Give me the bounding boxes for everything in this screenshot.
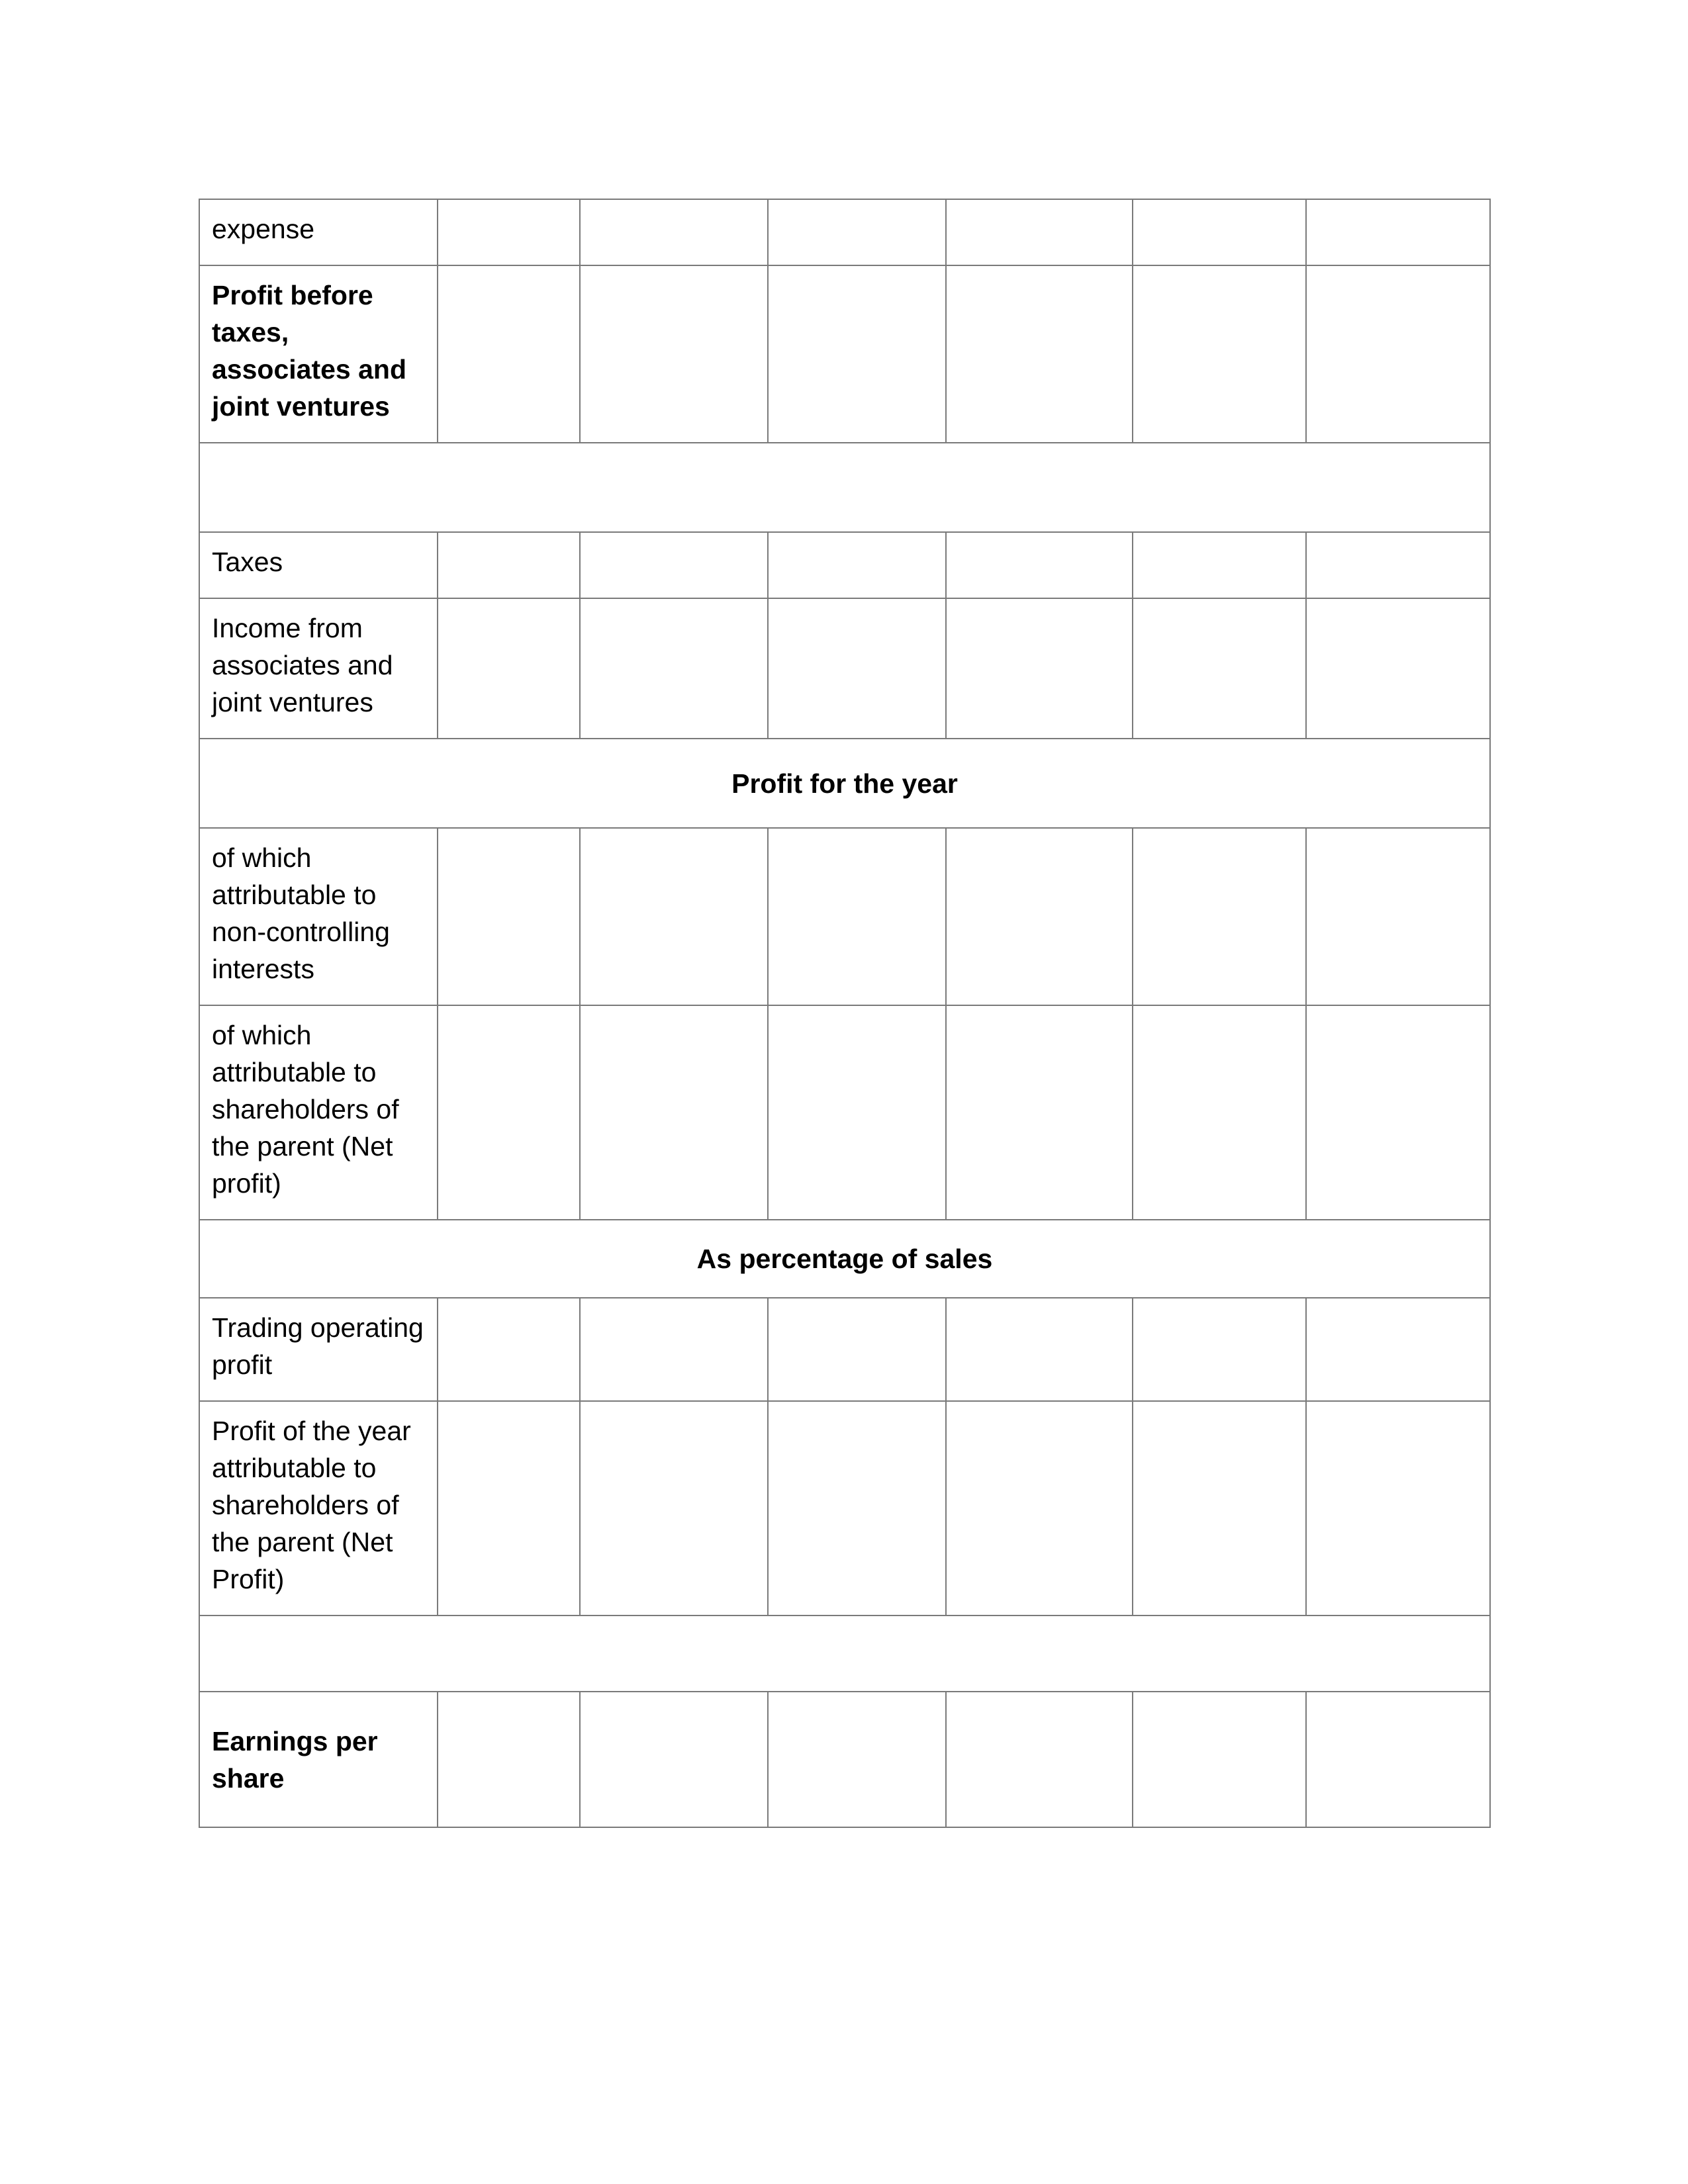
value-cell [1133, 1692, 1306, 1827]
value-cell [768, 265, 946, 443]
row-label: Income from associates and joint ventures [199, 598, 438, 739]
value-cell [580, 1298, 768, 1401]
value-cell [768, 199, 946, 265]
table-body [199, 199, 1490, 1827]
row-label: Profit before taxes, associates and joint ventures [199, 265, 438, 443]
value-cell [1306, 1401, 1490, 1615]
value-cell [580, 532, 768, 598]
value-cell [580, 1005, 768, 1220]
blank-spacer-row [199, 443, 1490, 532]
value-cell [580, 265, 768, 443]
value-cell [438, 1692, 580, 1827]
blank-spacer-row [199, 1615, 1490, 1692]
table-row [199, 828, 1490, 1005]
value-cell [438, 1298, 580, 1401]
value-cell [1133, 1298, 1306, 1401]
row-label: Earnings per share [199, 1692, 438, 1827]
row-label: of which attributable to shareholders of the parent (Net profit) [199, 1005, 438, 1220]
value-cell [580, 598, 768, 739]
table-row [199, 739, 1490, 828]
table-row [199, 1692, 1490, 1827]
value-cell [438, 828, 580, 1005]
table-row [199, 1615, 1490, 1692]
value-cell [768, 1298, 946, 1401]
value-cell [768, 1692, 946, 1827]
value-cell [1306, 828, 1490, 1005]
table-row [199, 1401, 1490, 1615]
value-cell [1133, 828, 1306, 1005]
value-cell [1133, 1401, 1306, 1615]
value-cell [946, 1401, 1133, 1615]
row-label: of which attributable to non-controlling interests [199, 828, 438, 1005]
value-cell [768, 532, 946, 598]
row-label: Profit of the year attributable to shareholders of the parent (Net Profit) [199, 1401, 438, 1615]
table-row [199, 532, 1490, 598]
row-label: Taxes [199, 532, 438, 598]
value-cell [580, 199, 768, 265]
value-cell [946, 828, 1133, 1005]
value-cell [1133, 265, 1306, 443]
value-cell [1306, 265, 1490, 443]
value-cell [580, 1401, 768, 1615]
table-row [199, 1005, 1490, 1220]
value-cell [438, 265, 580, 443]
table-row [199, 265, 1490, 443]
value-cell [438, 1401, 580, 1615]
table-row [199, 443, 1490, 532]
value-cell [768, 828, 946, 1005]
value-cell [946, 1298, 1133, 1401]
table-row [199, 1220, 1490, 1298]
row-label: Trading operating profit [199, 1298, 438, 1401]
value-cell [946, 532, 1133, 598]
value-cell [768, 598, 946, 739]
value-cell [1306, 1692, 1490, 1827]
value-cell [1306, 199, 1490, 265]
income-statement-table [199, 199, 1491, 1828]
value-cell [580, 1692, 768, 1827]
table-row [199, 598, 1490, 739]
value-cell [1133, 598, 1306, 739]
table-row [199, 1298, 1490, 1401]
value-cell [1306, 532, 1490, 598]
value-cell [946, 265, 1133, 443]
table-row [199, 199, 1490, 265]
value-cell [946, 1692, 1133, 1827]
value-cell [946, 1005, 1133, 1220]
section-heading: As percentage of sales [199, 1220, 1490, 1298]
value-cell [946, 598, 1133, 739]
value-cell [438, 598, 580, 739]
row-label: expense [199, 199, 438, 265]
value-cell [1133, 532, 1306, 598]
value-cell [1133, 199, 1306, 265]
value-cell [438, 1005, 580, 1220]
value-cell [1306, 1005, 1490, 1220]
value-cell [1306, 1298, 1490, 1401]
value-cell [1133, 1005, 1306, 1220]
value-cell [438, 199, 580, 265]
value-cell [768, 1401, 946, 1615]
section-heading: Profit for the year [199, 739, 1490, 828]
value-cell [1306, 598, 1490, 739]
value-cell [768, 1005, 946, 1220]
value-cell [438, 532, 580, 598]
value-cell [580, 828, 768, 1005]
value-cell [946, 199, 1133, 265]
